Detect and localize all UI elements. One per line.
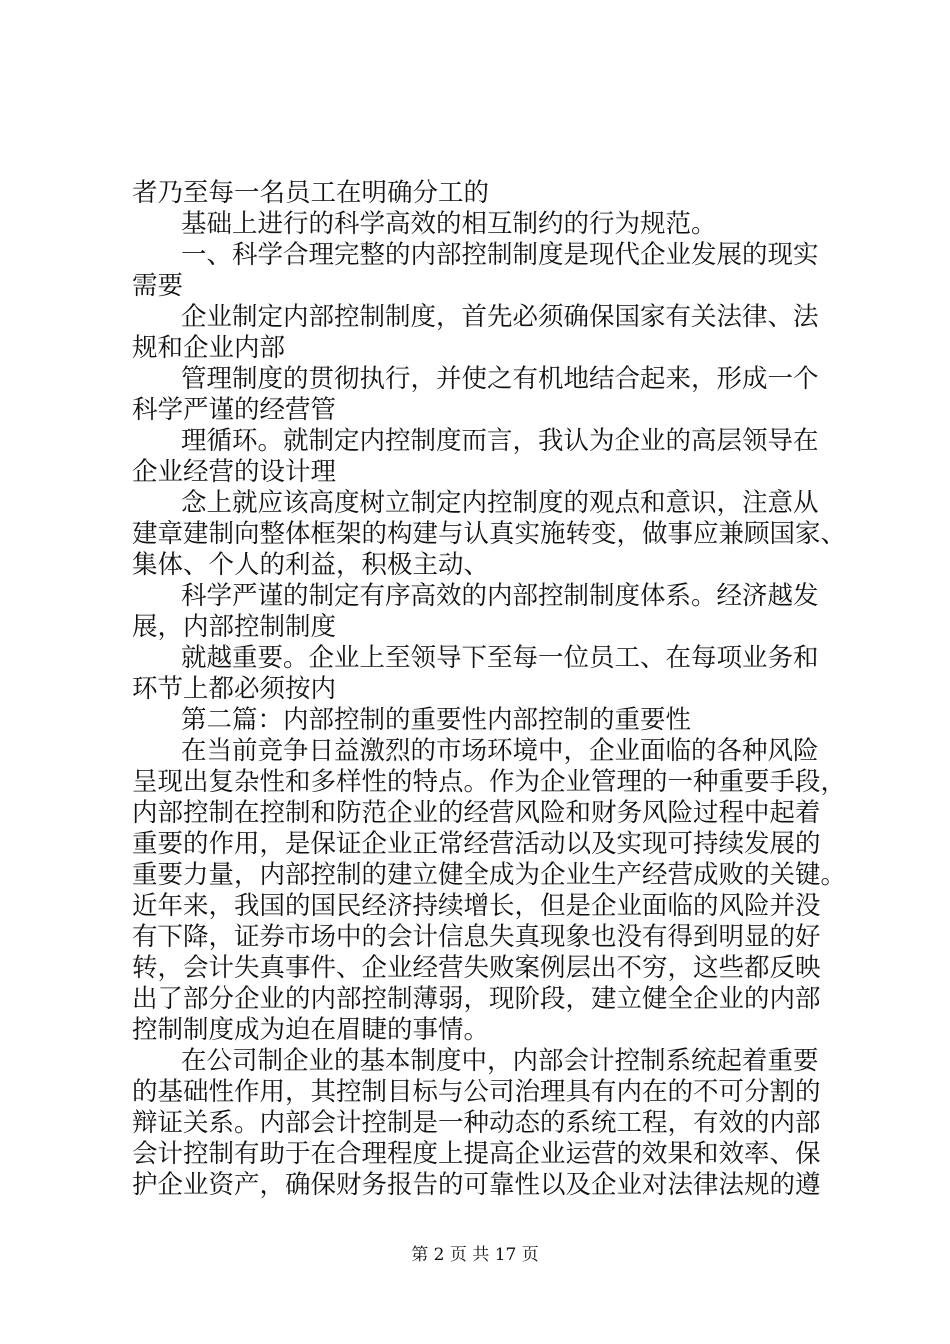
text-line: 环节上都必须按内 xyxy=(132,674,337,704)
text-line: 企业制定内部控制制度，首先必须确保国家有关法律、法 xyxy=(181,302,819,332)
text-line: 集体、个人的利益，积极主动、 xyxy=(132,550,490,580)
text-line: 管理制度的贯彻执行，并使之有机地结合起来，形成一个 xyxy=(181,364,819,394)
text-line: 转，会计失真事件、企业经营失败案例层出不穷，这些都反映 xyxy=(132,953,821,983)
text-line: 在当前竞争日益激烈的市场环境中，企业面临的各种风险 xyxy=(181,736,819,766)
text-line: 会计控制有助于在合理程度上提高企业运营的效果和效率、保 xyxy=(132,1139,821,1169)
text-line: 展，内部控制制度 xyxy=(132,612,337,642)
text-line: 在公司制企业的基本制度中，内部会计控制系统起着重要 xyxy=(181,1046,819,1076)
text-line: 企业经营的设计理 xyxy=(132,457,337,487)
text-line: 重要的作用，是保证企业正常经营活动以及实现可持续发展的 xyxy=(132,829,821,859)
text-line: 基础上进行的科学高效的相互制约的行为规范。 xyxy=(181,209,717,239)
text-line: 的基础性作用，其控制目标与公司治理具有内在的不可分割的 xyxy=(132,1077,821,1107)
text-line: 呈现出复杂性和多样性的特点。作为企业管理的一种重要手段， xyxy=(132,767,847,797)
text-line: 规和企业内部 xyxy=(132,333,286,363)
text-line: 第二篇：内部控制的重要性内部控制的重要性 xyxy=(181,705,692,735)
text-line: 重要力量，内部控制的建立健全成为企业生产经营成败的关键。 xyxy=(132,860,847,890)
text-line: 辩证关系。内部会计控制是一种动态的系统工程，有效的内部 xyxy=(132,1108,821,1138)
text-line: 理循环。就制定内控制度而言，我认为企业的高层领导在 xyxy=(181,426,819,456)
text-line: 护企业资产，确保财务报告的可靠性以及企业对法律法规的遵 xyxy=(132,1170,821,1200)
text-line: 一、科学合理完整的内部控制制度是现代企业发展的现实 xyxy=(181,240,819,270)
text-line: 科学严谨的制定有序高效的内部控制制度体系。经济越发 xyxy=(181,581,819,611)
text-line: 者乃至每一名员工在明确分工的 xyxy=(132,178,490,208)
text-line: 建章建制向整体框架的构建与认真实施转变，做事应兼顾国家、 xyxy=(132,519,847,549)
text-line: 近年来，我国的国民经济持续增长，但是企业面临的风险并没 xyxy=(132,891,821,921)
text-line: 需要 xyxy=(132,271,184,301)
text-line: 出了部分企业的内部控制薄弱，现阶段，建立健全企业的内部 xyxy=(132,984,821,1014)
text-line: 科学严谨的经营管 xyxy=(132,395,337,425)
text-line: 内部控制在控制和防范企业的经营风险和财务风险过程中起着 xyxy=(132,798,821,828)
text-line: 念上就应该高度树立制定内控制度的观点和意识，注意从 xyxy=(181,488,819,518)
text-line: 控制制度成为迫在眉睫的事情。 xyxy=(132,1015,490,1045)
text-line: 有下降，证券市场中的会计信息失真现象也没有得到明显的好 xyxy=(132,922,821,952)
page-footer: 第 2 页 共 17 页 xyxy=(411,1245,539,1265)
text-line: 就越重要。企业上至领导下至每一位员工、在每项业务和 xyxy=(181,643,819,673)
